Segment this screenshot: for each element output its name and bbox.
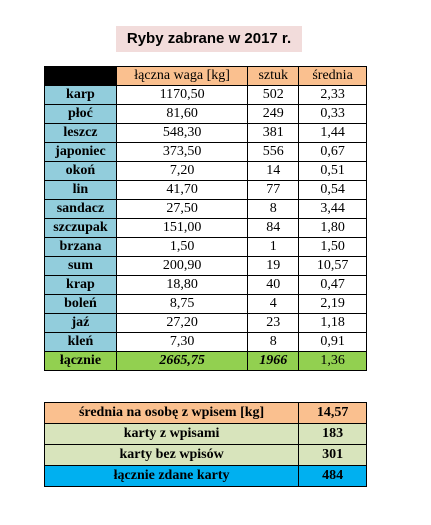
summary-table [44, 402, 367, 487]
weight-cell: 373,50 [116, 143, 247, 162]
summary-label: łącznie zdane karty [45, 466, 299, 487]
fish-name-cell: sandacz [45, 200, 117, 219]
table-row [45, 276, 367, 295]
average-cell: 0,33 [299, 105, 367, 124]
summary-label: karty bez wpisów [45, 445, 299, 466]
count-cell: 502 [248, 86, 299, 105]
fish-table [44, 66, 367, 371]
table-body [45, 86, 367, 352]
summary-row-cards-without-entries [45, 445, 367, 466]
table-row [45, 124, 367, 143]
average-cell: 1,80 [299, 219, 367, 238]
weight-cell: 7,20 [116, 162, 247, 181]
summary-value: 14,57 [299, 403, 367, 424]
summary-value: 301 [299, 445, 367, 466]
count-cell: 381 [248, 124, 299, 143]
average-cell: 0,91 [299, 333, 367, 352]
fish-name-cell: leszcz [45, 124, 117, 143]
average-cell: 0,67 [299, 143, 367, 162]
count-cell: 249 [248, 105, 299, 124]
total-label: łącznie [45, 352, 117, 371]
total-row [45, 352, 367, 371]
table-row [45, 257, 367, 276]
fish-name-cell: szczupak [45, 219, 117, 238]
table-row [45, 143, 367, 162]
count-cell: 14 [248, 162, 299, 181]
table-row [45, 314, 367, 333]
weight-cell: 27,50 [116, 200, 247, 219]
average-cell: 2,33 [299, 86, 367, 105]
weight-cell: 7,30 [116, 333, 247, 352]
table-row [45, 162, 367, 181]
fish-name-cell: japoniec [45, 143, 117, 162]
fish-name-cell: boleń [45, 295, 117, 314]
fish-name-cell: brzana [45, 238, 117, 257]
fish-name-cell: karp [45, 86, 117, 105]
count-cell: 23 [248, 314, 299, 333]
header-count: sztuk [248, 67, 299, 86]
fish-name-cell: sum [45, 257, 117, 276]
count-cell: 40 [248, 276, 299, 295]
total-weight: 2665,75 [116, 352, 247, 371]
header-corner-cell [45, 67, 117, 86]
total-average: 1,36 [299, 352, 367, 371]
summary-row-cards-with-entries [45, 424, 367, 445]
weight-cell: 18,80 [116, 276, 247, 295]
weight-cell: 548,30 [116, 124, 247, 143]
weight-cell: 8,75 [116, 295, 247, 314]
table-row [45, 219, 367, 238]
count-cell: 8 [248, 333, 299, 352]
average-cell: 0,54 [299, 181, 367, 200]
table-row [45, 86, 367, 105]
weight-cell: 151,00 [116, 219, 247, 238]
table-row [45, 333, 367, 352]
table-row [45, 200, 367, 219]
summary-row-average [45, 403, 367, 424]
header-weight: łączna waga [kg] [116, 67, 247, 86]
fish-name-cell: jaź [45, 314, 117, 333]
count-cell: 77 [248, 181, 299, 200]
count-cell: 19 [248, 257, 299, 276]
count-cell: 4 [248, 295, 299, 314]
count-cell: 84 [248, 219, 299, 238]
table-row [45, 295, 367, 314]
summary-label: średnia na osobę z wpisem [kg] [45, 403, 299, 424]
fish-name-cell: płoć [45, 105, 117, 124]
count-cell: 8 [248, 200, 299, 219]
summary-value: 183 [299, 424, 367, 445]
summary-value: 484 [299, 466, 367, 487]
count-cell: 1 [248, 238, 299, 257]
summary-label: karty z wpisami [45, 424, 299, 445]
average-cell: 1,18 [299, 314, 367, 333]
average-cell: 1,44 [299, 124, 367, 143]
fish-name-cell: lin [45, 181, 117, 200]
weight-cell: 41,70 [116, 181, 247, 200]
average-cell: 0,51 [299, 162, 367, 181]
weight-cell: 1,50 [116, 238, 247, 257]
table-header-row [45, 67, 367, 86]
weight-cell: 27,20 [116, 314, 247, 333]
summary-row-total-cards [45, 466, 367, 487]
average-cell: 3,44 [299, 200, 367, 219]
table-row [45, 238, 367, 257]
average-cell: 1,50 [299, 238, 367, 257]
weight-cell: 1170,50 [116, 86, 247, 105]
page-title: Ryby zabrane w 2017 r. [116, 26, 302, 52]
fish-name-cell: krap [45, 276, 117, 295]
table-row [45, 181, 367, 200]
average-cell: 10,57 [299, 257, 367, 276]
fish-name-cell: kleń [45, 333, 117, 352]
fish-name-cell: okoń [45, 162, 117, 181]
header-average: średnia [299, 67, 367, 86]
weight-cell: 81,60 [116, 105, 247, 124]
average-cell: 0,47 [299, 276, 367, 295]
count-cell: 556 [248, 143, 299, 162]
table-row [45, 105, 367, 124]
total-count: 1966 [248, 352, 299, 371]
average-cell: 2,19 [299, 295, 367, 314]
weight-cell: 200,90 [116, 257, 247, 276]
